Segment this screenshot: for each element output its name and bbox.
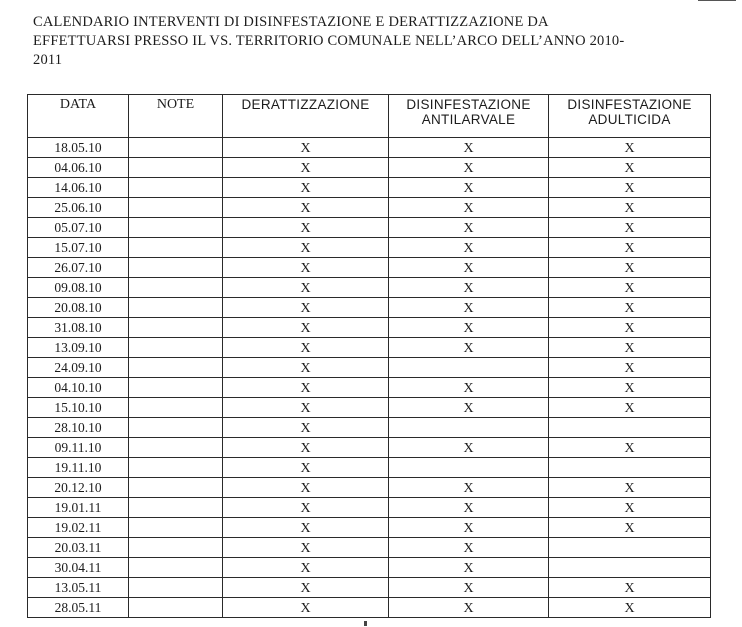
cell-note — [129, 298, 223, 318]
cell-derattizzazione: X — [223, 498, 389, 518]
table-row — [28, 318, 711, 338]
cell-note — [129, 358, 223, 378]
cell-note — [129, 338, 223, 358]
cell-adulticida: X — [549, 578, 711, 598]
table-row — [28, 238, 711, 258]
cell-date: 13.05.11 — [28, 578, 129, 598]
cell-adulticida: X — [549, 178, 711, 198]
table-row — [28, 378, 711, 398]
cell-note — [129, 398, 223, 418]
page-edge-mark — [698, 0, 736, 4]
cell-adulticida — [549, 418, 711, 438]
cell-antilarvale: X — [389, 158, 549, 178]
table-row — [28, 398, 711, 418]
cell-adulticida: X — [549, 498, 711, 518]
table-row — [28, 538, 711, 558]
table-row — [28, 438, 711, 458]
cell-date: 14.06.10 — [28, 178, 129, 198]
cell-antilarvale — [389, 458, 549, 478]
cell-antilarvale: X — [389, 498, 549, 518]
cell-antilarvale: X — [389, 298, 549, 318]
cell-derattizzazione: X — [223, 338, 389, 358]
cell-date: 13.09.10 — [28, 338, 129, 358]
cell-note — [129, 598, 223, 618]
cell-note — [129, 418, 223, 438]
cell-note — [129, 458, 223, 478]
cell-date: 04.06.10 — [28, 158, 129, 178]
cell-date: 28.10.10 — [28, 418, 129, 438]
table-row — [28, 298, 711, 318]
cell-note — [129, 138, 223, 158]
cell-derattizzazione: X — [223, 458, 389, 478]
table-row — [28, 578, 711, 598]
cell-note — [129, 478, 223, 498]
cell-antilarvale: X — [389, 178, 549, 198]
cell-note — [129, 558, 223, 578]
cell-derattizzazione: X — [223, 278, 389, 298]
header-antilarvale: DISINFESTAZIONE ANTILARVALE — [389, 95, 549, 138]
cell-derattizzazione: X — [223, 398, 389, 418]
cell-adulticida: X — [549, 338, 711, 358]
cell-adulticida: X — [549, 258, 711, 278]
cell-derattizzazione: X — [223, 158, 389, 178]
cell-note — [129, 158, 223, 178]
cell-note — [129, 538, 223, 558]
cell-note — [129, 518, 223, 538]
table-row — [28, 198, 711, 218]
cell-note — [129, 578, 223, 598]
cell-antilarvale: X — [389, 578, 549, 598]
cell-date: 15.10.10 — [28, 398, 129, 418]
cell-derattizzazione: X — [223, 218, 389, 238]
header-row — [28, 95, 711, 138]
cell-antilarvale: X — [389, 598, 549, 618]
cell-derattizzazione: X — [223, 178, 389, 198]
cell-derattizzazione: X — [223, 358, 389, 378]
cell-note — [129, 378, 223, 398]
cell-antilarvale: X — [389, 518, 549, 538]
cell-antilarvale: X — [389, 198, 549, 218]
cell-date: 31.08.10 — [28, 318, 129, 338]
schedule-body — [28, 138, 711, 618]
cell-derattizzazione: X — [223, 318, 389, 338]
cell-adulticida: X — [549, 218, 711, 238]
cell-derattizzazione: X — [223, 378, 389, 398]
cell-date: 20.03.11 — [28, 538, 129, 558]
header-derattizzazione: DERATTIZZAZIONE — [223, 95, 389, 138]
cell-adulticida: X — [549, 398, 711, 418]
cell-adulticida: X — [549, 378, 711, 398]
table-row — [28, 178, 711, 198]
cell-note — [129, 178, 223, 198]
table-row — [28, 558, 711, 578]
cell-date: 18.05.10 — [28, 138, 129, 158]
cell-date: 28.05.11 — [28, 598, 129, 618]
cell-antilarvale: X — [389, 438, 549, 458]
cell-adulticida: X — [549, 438, 711, 458]
cell-antilarvale: X — [389, 278, 549, 298]
table-row — [28, 358, 711, 378]
cell-antilarvale: X — [389, 338, 549, 358]
cell-date: 19.01.11 — [28, 498, 129, 518]
cell-antilarvale: X — [389, 218, 549, 238]
cell-antilarvale: X — [389, 538, 549, 558]
cell-derattizzazione: X — [223, 478, 389, 498]
document-heading — [33, 13, 708, 70]
cell-adulticida: X — [549, 198, 711, 218]
cell-adulticida: X — [549, 278, 711, 298]
table-row — [28, 458, 711, 478]
cell-note — [129, 238, 223, 258]
cell-adulticida: X — [549, 238, 711, 258]
cell-antilarvale: X — [389, 318, 549, 338]
table-row — [28, 598, 711, 618]
header-adulticida: DISINFESTAZIONE ADULTICIDA — [549, 95, 711, 138]
table-row — [28, 418, 711, 438]
cell-adulticida: X — [549, 478, 711, 498]
cell-derattizzazione: X — [223, 578, 389, 598]
cell-note — [129, 258, 223, 278]
cell-derattizzazione: X — [223, 598, 389, 618]
cell-adulticida — [549, 558, 711, 578]
cell-antilarvale: X — [389, 238, 549, 258]
table-row — [28, 218, 711, 238]
cell-date: 19.11.10 — [28, 458, 129, 478]
schedule-table — [27, 94, 711, 618]
cell-antilarvale: X — [389, 478, 549, 498]
cell-adulticida: X — [549, 158, 711, 178]
cell-date: 20.08.10 — [28, 298, 129, 318]
cell-date: 24.09.10 — [28, 358, 129, 378]
cell-derattizzazione: X — [223, 538, 389, 558]
header-note: NOTE — [129, 95, 223, 138]
heading-line-3: 2011 — [33, 52, 63, 68]
cell-date: 09.11.10 — [28, 438, 129, 458]
cell-date: 30.04.11 — [28, 558, 129, 578]
cell-adulticida: X — [549, 598, 711, 618]
cell-antilarvale — [389, 418, 549, 438]
cell-date: 15.07.10 — [28, 238, 129, 258]
cell-adulticida: X — [549, 358, 711, 378]
table-row — [28, 478, 711, 498]
cell-date: 09.08.10 — [28, 278, 129, 298]
scan-mark — [364, 621, 367, 626]
table-row — [28, 498, 711, 518]
cell-antilarvale: X — [389, 138, 549, 158]
cell-date: 04.10.10 — [28, 378, 129, 398]
cell-note — [129, 278, 223, 298]
cell-adulticida — [549, 458, 711, 478]
cell-derattizzazione: X — [223, 258, 389, 278]
cell-derattizzazione: X — [223, 138, 389, 158]
cell-derattizzazione: X — [223, 198, 389, 218]
cell-derattizzazione: X — [223, 298, 389, 318]
cell-date: 26.07.10 — [28, 258, 129, 278]
table-row — [28, 258, 711, 278]
cell-date: 20.12.10 — [28, 478, 129, 498]
cell-derattizzazione: X — [223, 438, 389, 458]
heading-line-1: CALENDARIO INTERVENTI DI DISINFESTAZIONE E DERATTIZZAZIONE DA — [33, 14, 549, 30]
table-row — [28, 338, 711, 358]
cell-adulticida: X — [549, 318, 711, 338]
cell-adulticida: X — [549, 518, 711, 538]
table-row — [28, 158, 711, 178]
cell-adulticida: X — [549, 138, 711, 158]
cell-note — [129, 198, 223, 218]
cell-derattizzazione: X — [223, 518, 389, 538]
cell-adulticida — [549, 538, 711, 558]
cell-antilarvale: X — [389, 378, 549, 398]
table-row — [28, 278, 711, 298]
cell-date: 19.02.11 — [28, 518, 129, 538]
cell-antilarvale: X — [389, 558, 549, 578]
cell-antilarvale: X — [389, 398, 549, 418]
cell-date: 25.06.10 — [28, 198, 129, 218]
cell-date: 05.07.10 — [28, 218, 129, 238]
cell-derattizzazione: X — [223, 238, 389, 258]
cell-note — [129, 318, 223, 338]
heading-line-2: EFFETTUARSI PRESSO IL VS. TERRITORIO COMUNALE NELL’ARCO DELL’ANNO 2010- — [33, 33, 625, 49]
table-row — [28, 518, 711, 538]
header-data: DATA — [28, 95, 129, 138]
cell-note — [129, 218, 223, 238]
cell-note — [129, 438, 223, 458]
table-row — [28, 138, 711, 158]
cell-derattizzazione: X — [223, 418, 389, 438]
cell-adulticida: X — [549, 298, 711, 318]
cell-antilarvale: X — [389, 258, 549, 278]
cell-note — [129, 498, 223, 518]
cell-antilarvale — [389, 358, 549, 378]
cell-derattizzazione: X — [223, 558, 389, 578]
